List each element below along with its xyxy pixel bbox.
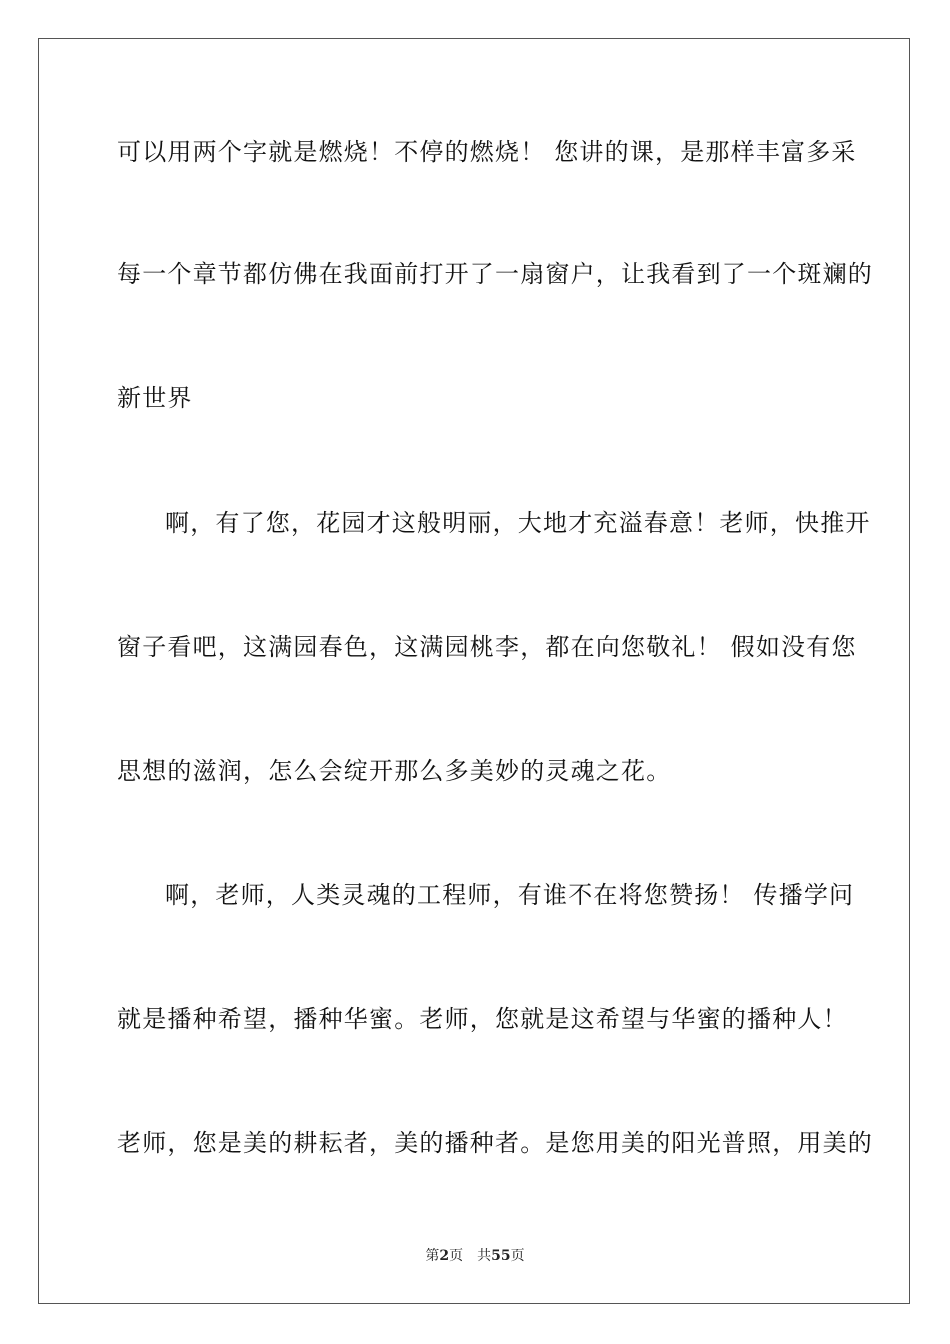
text-line-9: 老师，您是美的耕耘者，美的播种者。是您用美的阳光普照，用美的 — [117, 1129, 873, 1157]
page-footer — [0, 1247, 950, 1265]
text-line-6: 思想的滋润，怎么会绽开那么多美妙的灵魂之花。 — [117, 757, 672, 785]
text-line-7: 啊，老师，人类灵魂的工程师，有谁不在将您赞扬！ 传播学问 — [165, 881, 855, 909]
total-prefix: 共 — [477, 1248, 492, 1264]
page-border — [38, 38, 910, 1304]
total-pages: 55 — [491, 1248, 511, 1264]
page-number: 2 — [439, 1248, 450, 1264]
page-suffix: 页 — [449, 1248, 464, 1264]
total-suffix: 页 — [510, 1248, 525, 1264]
text-line-5: 窗子看吧，这满园春色，这满园桃李，都在向您敬礼！ 假如没有您 — [117, 633, 857, 661]
page-prefix: 第 — [425, 1248, 440, 1264]
text-line-4: 啊，有了您，花园才这般明丽，大地才充溢春意！老师，快推开 — [165, 509, 871, 537]
text-line-3: 新世界 — [117, 384, 193, 412]
text-line-8: 就是播种希望，播种华蜜。老师，您就是这希望与华蜜的播种人！ — [117, 1005, 848, 1033]
text-line-1: 可以用两个字就是燃烧！不停的燃烧！ 您讲的课，是那样丰富多采 — [117, 138, 857, 166]
text-line-2: 每一个章节都仿佛在我面前打开了一扇窗户，让我看到了一个斑斓的 — [117, 260, 873, 288]
